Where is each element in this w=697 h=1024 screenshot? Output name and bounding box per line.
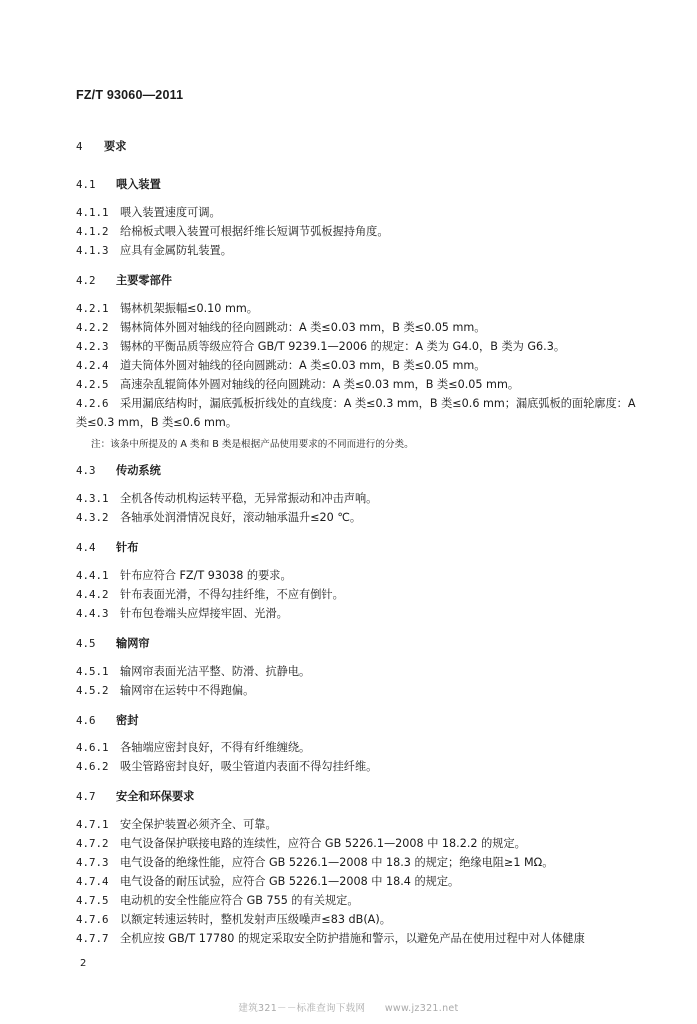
clause-text: 喂入装置速度可调。 [120,206,221,219]
subsection-title: 安全和环保要求 [116,790,195,803]
clause-text: 针布包卷端头应焊接牢固、光滑。 [120,607,288,620]
subsection-number: 4.1 [76,178,96,191]
clause-text: 吸尘管路密封良好，吸尘管道内表面不得勾挂纤维。 [120,760,378,773]
clause-number: 4.3.2 [76,511,109,524]
subsection-heading [76,714,138,728]
subsection-heading [76,790,194,804]
clause-text: 高速杂乱辊筒体外圆对轴线的径向圆跳动：A 类≤0.03 mm，B 类≤0.05 mm。 [120,378,520,391]
subsection-heading [76,541,138,555]
clause-line [76,741,310,755]
clause-line [76,206,221,220]
subsection-heading [76,637,150,651]
subsection-number: 4.2 [76,274,96,287]
document-code: FZ/T 93060—2011 [76,88,184,102]
watermark-footer: 建筑321－－标准查询下载网 www.jz321.net [238,1003,459,1014]
clause-line [76,818,277,832]
clause-number: 4.7.7 [76,932,109,945]
clause-line [76,894,359,908]
subsection-heading [76,274,172,288]
clause-text: 全机各传动机构运转平稳，无异常振动和冲击声响。 [120,492,378,505]
clause-text: 采用漏底结构时，漏底弧板折线处的直线度：A 类≤0.3 mm，B 类≤0.6 mm；漏底弧板的面轮廓度：A 类≤0.3 mm，B 类≤0.6 mm。 [76,397,636,429]
clause-number: 4.6.1 [76,741,109,754]
clause-number: 4.7.3 [76,856,109,869]
clause-text: 针布表面光滑，不得勾挂纤维，不应有倒针。 [120,588,344,601]
clause-number: 4.2.6 [76,397,109,410]
clause-text: 道夫筒体外圆对轴线的径向圆跳动：A 类≤0.03 mm，B 类≤0.05 mm。 [120,359,486,372]
clause-line [76,225,389,239]
clause-text: 电气设备的绝缘性能，应符合 GB 5226.1—2008 中 18.3 的规定；绝缘电阻≥1 MΩ。 [120,856,554,869]
clause-text: 电动机的安全性能应符合 GB 755 的有关规定。 [120,894,359,907]
clause-text: 给棉板式喂入装置可根据纤维长短调节弧板握持角度。 [120,225,389,238]
clause-text: 安全保护装置必须齐全、可靠。 [120,818,277,831]
clause-line [76,760,377,774]
clause-number: 4.7.1 [76,818,109,831]
clause-text: 各轴承处润滑情况良好，滚动轴承温升≤20 ℃。 [120,511,362,524]
clause-number: 4.6.2 [76,760,109,773]
clause-number: 4.4.3 [76,607,109,620]
clause-number: 4.3.1 [76,492,109,505]
clause-text: 各轴端应密封良好，不得有纤维缠绕。 [120,741,311,754]
section-number: 4 [76,140,83,153]
subsection-title: 主要零部件 [116,274,172,287]
subsection-title: 输网帘 [116,637,150,650]
clause-line [76,511,361,525]
clause-number: 4.7.5 [76,894,109,907]
clause-number: 4.7.6 [76,913,109,926]
clause-number: 4.2.4 [76,359,109,372]
subsection-number: 4.3 [76,464,96,477]
clause-line [76,378,519,392]
clause-text: 输网帘在运转中不得跑偏。 [120,684,255,697]
clause-text: 以额定转速运转时，整机发射声压级噪声≤83 dB(A)。 [120,913,391,926]
clause-text: 电气设备的耐压试验，应符合 GB 5226.1—2008 中 18.4 的规定。 [120,875,460,888]
clause-number: 4.2.5 [76,378,109,391]
clause-line [76,302,258,316]
clause-line [76,665,310,679]
clause-line [76,875,459,889]
clause-text: 输网帘表面光洁平整、防滑、抗静电。 [120,665,311,678]
clause-text: 锡林的平衡品质等级应符合 GB/T 9239.1—2006 的规定：A 类为 G4.0，B 类为 G6.3。 [120,340,566,353]
clause-text: 锡林机架振幅≤0.10 mm。 [120,302,258,315]
clause-number: 4.4.2 [76,588,109,601]
clause-line [76,837,526,851]
section-title: 要求 [104,140,127,153]
section-heading [76,140,126,154]
clause-number: 4.7.4 [76,875,109,888]
clause-text: 应具有金属防轧装置。 [120,244,232,257]
subsection-title: 针布 [116,541,139,554]
note-text: 注：该条中所提及的 A 类和 B 类是根据产品使用要求的不同而进行的分类。 [91,439,414,450]
clause-line [76,321,485,335]
subsection-heading [76,178,161,192]
clause-number: 4.5.1 [76,665,109,678]
clause-line [76,359,485,373]
clause-text: 全机应按 GB/T 17780 的规定采取安全防护措施和警示，以避免产品在使用过程中对人体健康 [120,932,585,945]
clause-line [76,569,292,583]
clause-number: 4.1.2 [76,225,109,238]
subsection-number: 4.7 [76,790,96,803]
clause-paragraph [76,394,636,432]
clause-line [76,607,288,621]
subsection-number: 4.5 [76,637,96,650]
clause-line [76,913,391,927]
clause-text: 锡林筒体外圆对轴线的径向圆跳动：A 类≤0.03 mm，B 类≤0.05 mm。 [120,321,486,334]
subsection-title: 传动系统 [116,464,161,477]
clause-number: 4.2.1 [76,302,109,315]
clause-number: 4.4.1 [76,569,109,582]
page-number: 2 [80,958,87,969]
clause-number: 4.2.3 [76,340,109,353]
clause-line [76,588,344,602]
subsection-number: 4.6 [76,714,96,727]
clause-line [76,244,232,258]
clause-line [76,340,565,354]
subsection-number: 4.4 [76,541,96,554]
clause-number: 4.7.2 [76,837,109,850]
clause-line [76,492,377,506]
subsection-heading [76,464,161,478]
clause-number: 4.1.3 [76,244,109,257]
clause-text: 针布应符合 FZ/T 93038 的要求。 [120,569,292,582]
clause-line [76,932,585,946]
clause-line [76,684,254,698]
clause-number: 4.5.2 [76,684,109,697]
subsection-title: 喂入装置 [116,178,161,191]
clause-number: 4.1.1 [76,206,109,219]
subsection-title: 密封 [116,714,139,727]
clause-number: 4.2.2 [76,321,109,334]
clause-line [76,856,553,870]
clause-text: 电气设备保护联接电路的连续性，应符合 GB 5226.1—2008 中 18.2.2 的规定。 [120,837,526,850]
